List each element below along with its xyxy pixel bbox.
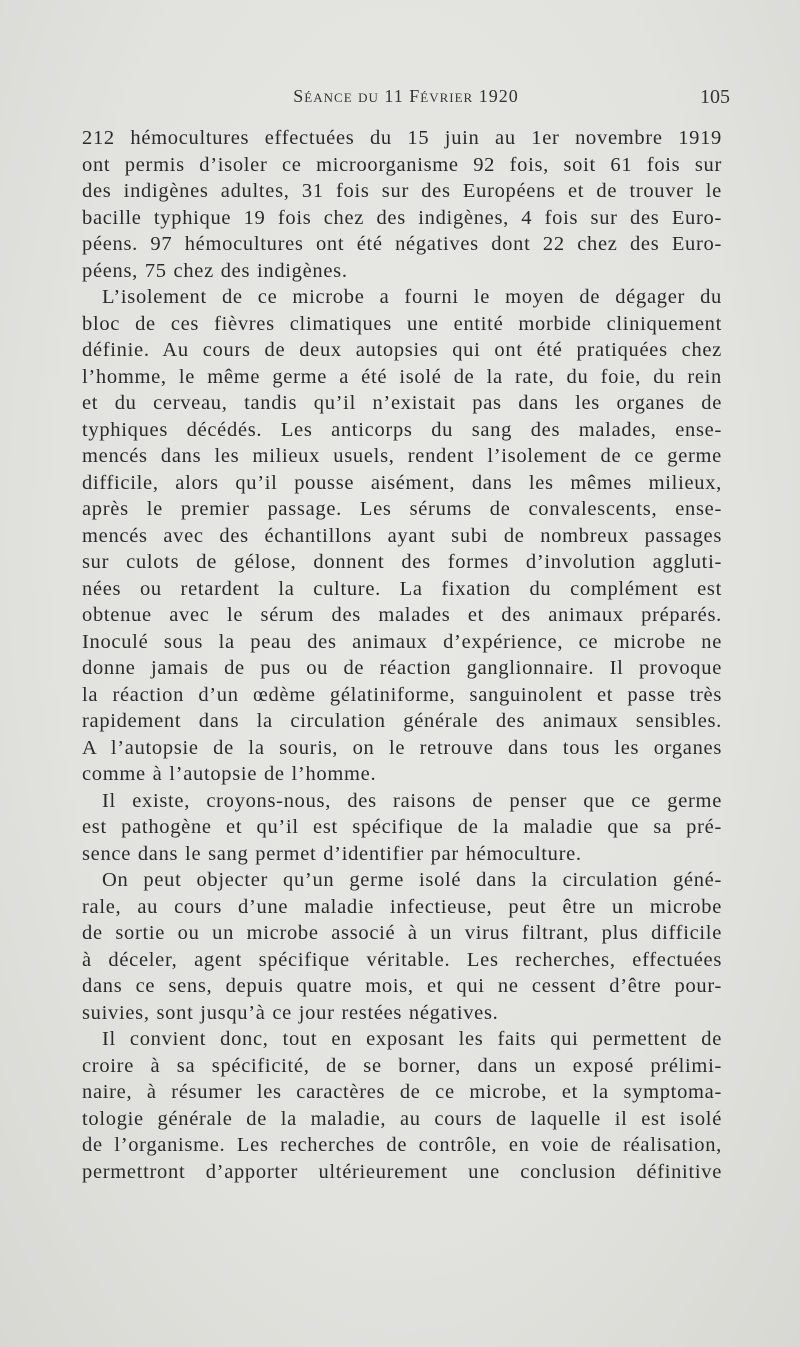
text-line: ont permis d’isoler ce microorganisme 92 fois, soit 61 fois sur (82, 153, 722, 176)
text-line: la réaction d’un œdème gélatiniforme, sanguinolent et passe très (82, 683, 722, 706)
text-line: 212 hémocultures effectuées du 15 juin au 1er novembre 1919 (82, 127, 722, 149)
text-line: l’homme, le même germe a été isolé de la rate, du foie, du rein (82, 365, 722, 388)
text-line: dans ce sens, depuis quatre mois, et qui ne cessent d’être pour- (82, 975, 722, 997)
text-line: bloc de ces fièvres climatiques une entité morbide cliniquement (82, 312, 722, 335)
text-line: nées ou retardent la culture. La fixation du complément est (82, 577, 722, 600)
text-line: et du cerveau, tandis qu’il n’existait pas dans les organes de (82, 392, 722, 414)
text-line: est pathogène et qu’il est spécifique de la maladie que sa pré- (82, 816, 722, 838)
text-line: définie. Au cours de deux autopsies qui ont été pratiquées chez (82, 339, 722, 361)
text-line: Il existe, croyons-nous, des raisons de penser que ce germe (102, 789, 722, 812)
text-line: de sortie ou un microbe associé à un virus filtrant, plus difficile (82, 922, 722, 944)
running-head (82, 86, 730, 116)
text-line: mencés avec des échantillons ayant subi de nombreux passages (82, 524, 722, 547)
text-line: L’isolement de ce microbe a fourni le moyen de dégager du (102, 286, 722, 308)
text-line: permettront d’apporter ultérieurement une conclusion définitive (82, 1160, 722, 1183)
text-line: sence dans le sang permet d’identifier par hémoculture. (82, 842, 582, 865)
text-line: obtenue avec le sérum des malades et des animaux préparés. (82, 604, 722, 626)
text-line: péens, 75 chez des indigènes. (82, 259, 348, 282)
running-title: Séance du 11 Février 1920 (293, 86, 519, 106)
text-line: après le premier passage. Les sérums de convalescents, ense- (82, 498, 722, 520)
text-line: rale, au cours d’une maladie infectieuse, peut être un microbe (82, 895, 722, 918)
text-line: comme à l’autopsie de l’homme. (82, 763, 377, 785)
text-line: croire à sa spécificité, de se borner, dans un exposé prélimi- (82, 1054, 722, 1077)
text-line: rapidement dans la circulation générale des animaux sensibles. (82, 710, 722, 732)
body-text (82, 125, 722, 1185)
text-line: péens. 97 hémocultures ont été négatives dont 22 chez des Euro- (82, 233, 722, 255)
text-line: à déceler, agent spécifique véritable. Les recherches, effectuées (82, 948, 722, 971)
text-line: suivies, sont jusqu’à ce jour restées négatives. (82, 1001, 499, 1024)
page-number: 105 (700, 86, 730, 108)
text-line: de l’organisme. Les recherches de contrôle, en voie de réalisation, (82, 1134, 722, 1156)
text-line: A l’autopsie de la souris, on le retrouve dans tous les organes (82, 736, 722, 759)
text-line: Il convient donc, tout en exposant les faits qui permettent de (102, 1028, 722, 1050)
text-line: sur culots de gélose, donnent des formes d’involution aggluti- (82, 551, 722, 573)
text-line: des indigènes adultes, 31 fois sur des Européens et de trouver le (82, 180, 722, 202)
text-line: difficile, alors qu’il pousse aisément, dans les mêmes milieux, (82, 471, 722, 494)
text-line: mencés dans les milieux usuels, rendent l’isolement de ce germe (82, 445, 722, 467)
text-line: donne jamais de pus ou de réaction ganglionnaire. Il provoque (82, 657, 722, 679)
text-line: naire, à résumer les caractères de ce microbe, et la symptoma- (82, 1081, 722, 1103)
text-line: typhiques décédés. Les anticorps du sang des malades, ense- (82, 418, 722, 441)
text-line: bacille typhique 19 fois chez des indigènes, 4 fois sur des Euro- (82, 206, 722, 229)
text-line: On peut objecter qu’un germe isolé dans la circulation géné- (102, 869, 722, 891)
text-line: Inoculé sous la peau des animaux d’expérience, ce microbe ne (82, 630, 722, 653)
text-line: tologie générale de la maladie, au cours de laquelle il est isolé (82, 1107, 722, 1130)
